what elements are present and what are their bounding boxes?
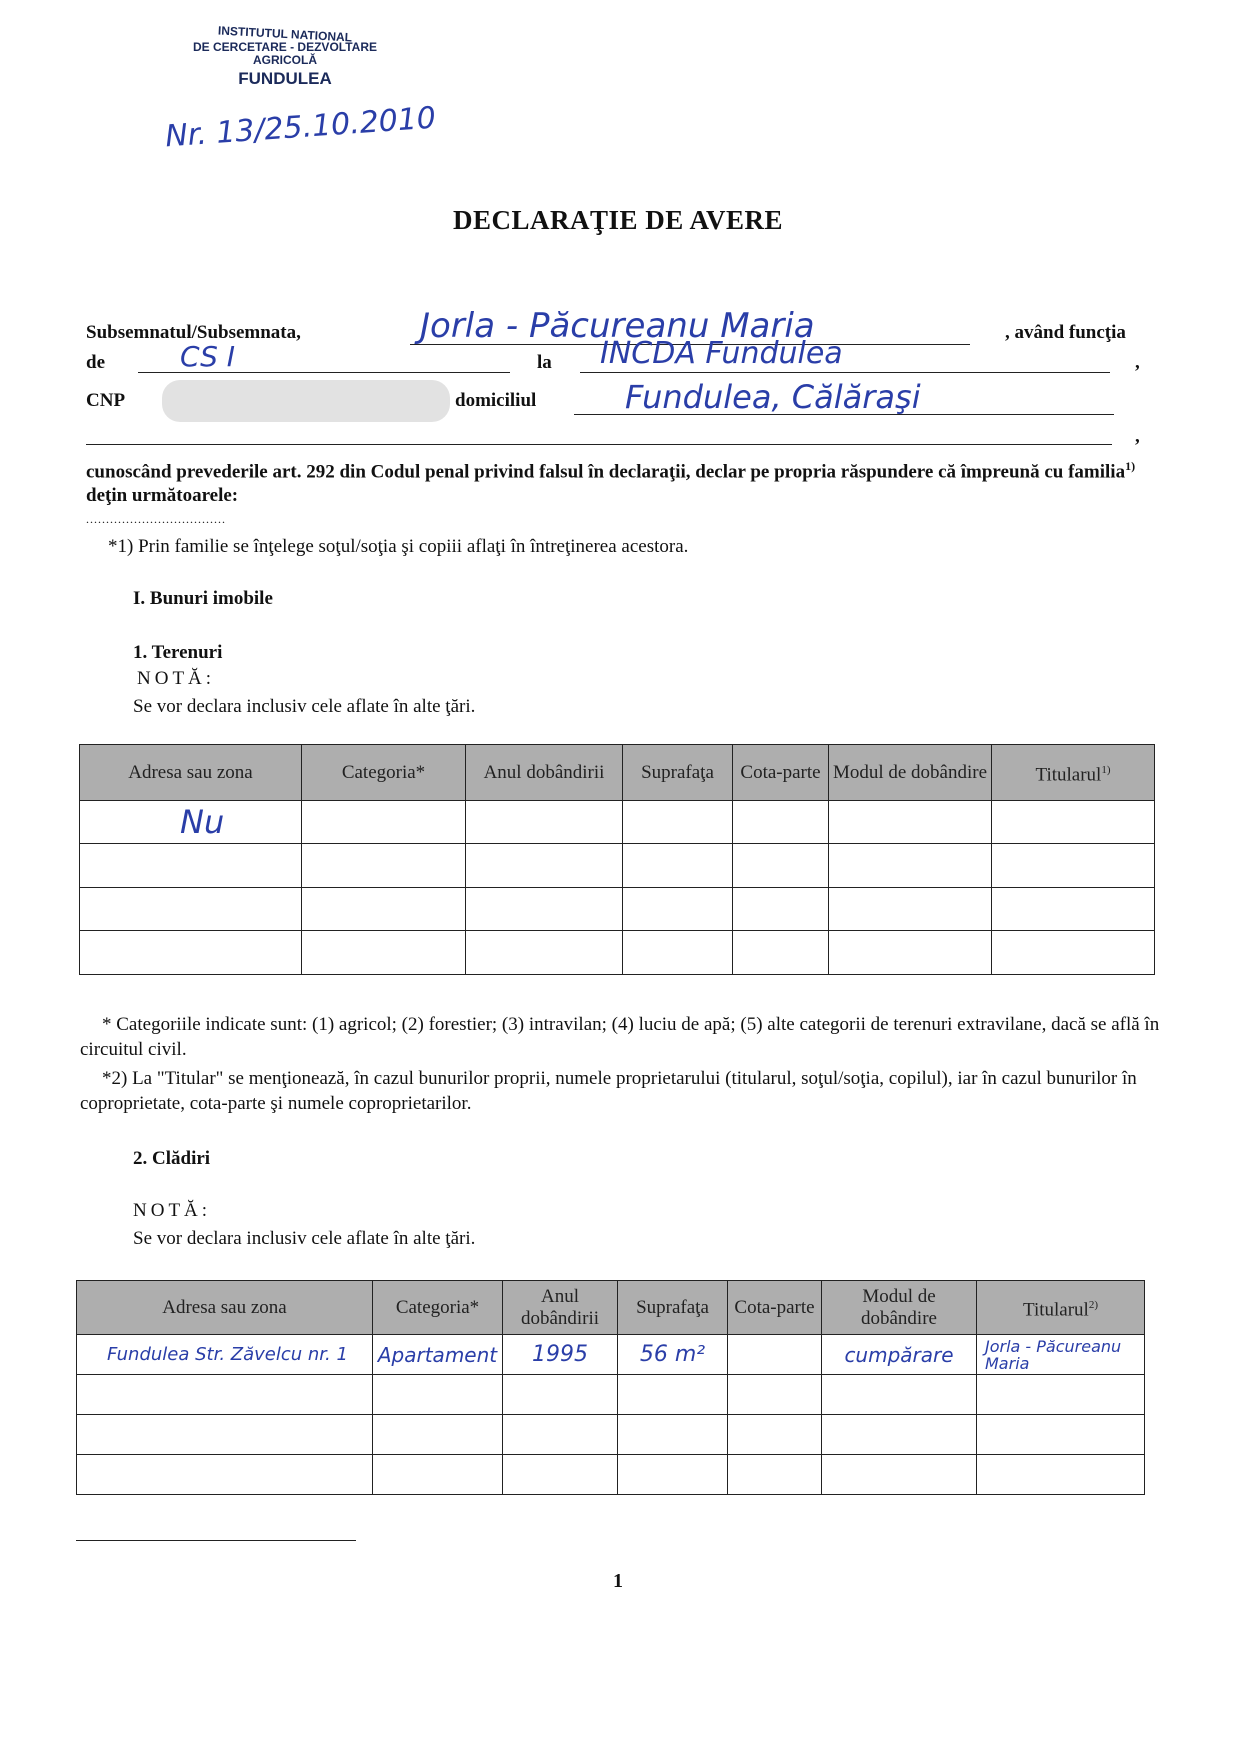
table-row <box>77 1335 1145 1375</box>
terenuri-table <box>79 744 1155 975</box>
intro-paragraph <box>86 454 1136 508</box>
page-title: DECLARAŢIE DE AVERE <box>452 205 784 235</box>
cell-suprafata: 56 m² <box>618 1335 728 1375</box>
titular-note: *2) La "Titular" se menţionează, în cazul bunurilor proprii, numele proprietarului (titularul, soţul/soţia, copilul), iar în cazul bunurilor în coproprietate, cota-parte şi numele coproprietarilor. <box>80 1068 1137 1114</box>
page-number: 1 <box>613 1570 623 1592</box>
de-label: de <box>86 352 105 373</box>
cell-adresa: Fundulea Str. Zăvelcu nr. 1 <box>77 1335 373 1375</box>
col-modul: Modul de dobândire <box>822 1281 977 1335</box>
col-titular-label: Titularul <box>1035 764 1102 786</box>
col-suprafata: Suprafaţa <box>623 745 733 801</box>
cell-titular: Jorla - Păcureanu Maria <box>977 1335 1145 1375</box>
section-bunuri-imobile: I. Bunuri imobile <box>133 588 273 609</box>
stamp-line-2: DE CERCETARE - DEZVOLTARE <box>192 40 377 54</box>
domiciliul-label: domiciliul <box>455 390 537 411</box>
col-titular <box>992 745 1155 801</box>
address-continuation-line <box>86 444 1112 445</box>
stamp-line-1: INSTITUTUL NATIONAL <box>217 23 353 45</box>
cell-cota <box>728 1335 822 1375</box>
registration-number: Nr. 13/25.10.2010 <box>164 100 438 155</box>
col-categoria: Categoria* <box>373 1281 503 1335</box>
la-label: la <box>537 352 552 373</box>
footnote-rule <box>76 1540 356 1541</box>
table-row <box>77 1415 1145 1455</box>
cladiri-table <box>76 1280 1145 1495</box>
col-titular-sup: 1) <box>1101 763 1111 776</box>
col-cota: Cota-parte <box>733 745 829 801</box>
table-row <box>80 888 1155 931</box>
comma-1: , <box>1135 352 1140 373</box>
col-modul: Modul de dobândire <box>829 745 992 801</box>
domiciliul-value: Fundulea, Călăraşi <box>625 378 921 416</box>
cell-anul: 1995 <box>503 1335 618 1375</box>
col-titular-sup: 2) <box>1088 1298 1098 1311</box>
cladiri-header-row <box>77 1281 1145 1335</box>
col-adresa: Adresa sau zona <box>77 1281 373 1335</box>
footnote-family: *1) Prin familie se înţelege soţul/soţia şi copiii aflaţi în întreţinerea acestora. <box>108 536 689 557</box>
nota-label-2: NOTĂ: <box>133 1200 212 1221</box>
cell-modul: cumpărare <box>822 1335 977 1375</box>
col-titular <box>977 1281 1145 1335</box>
avand-functia-label: , având funcţia <box>1005 322 1126 343</box>
name-value: Jorla - Păcureanu Maria <box>420 306 815 346</box>
table-row <box>80 844 1155 888</box>
subsection-cladiri: 2. Clădiri <box>133 1148 211 1169</box>
table-row <box>77 1375 1145 1415</box>
stamp-line-3: AGRICOLĂ <box>253 53 317 67</box>
institutie-underline <box>580 372 1110 373</box>
footnote-separator: ................................... <box>86 512 226 526</box>
col-suprafata: Suprafaţa <box>618 1281 728 1335</box>
col-anul: Anul dobândirii <box>466 745 623 801</box>
categorii-note: * Categoriile indicate sunt: (1) agricol; (2) forestier; (3) intravilan; (4) luciu de apă; (5) alte categorii de terenuri extravilane, dacă se află în circuitul civil. <box>80 1014 1160 1060</box>
subsection-terenuri: 1. Terenuri <box>133 642 223 663</box>
table-row <box>77 1455 1145 1495</box>
cell-categoria: Apartament <box>373 1335 503 1375</box>
institution-stamp <box>170 23 400 89</box>
table-row <box>80 801 1155 844</box>
institutie-value: INCDA Fundulea <box>600 336 843 371</box>
col-adresa: Adresa sau zona <box>80 745 302 801</box>
intro-end: deţin următoarele: <box>86 485 239 507</box>
col-cota: Cota-parte <box>728 1281 822 1335</box>
col-titular-label: Titularul <box>1023 1299 1089 1321</box>
table-row <box>80 931 1155 975</box>
col-anul: Anul dobândirii <box>503 1281 618 1335</box>
col-categoria: Categoria* <box>302 745 466 801</box>
cnp-label: CNP <box>86 390 126 411</box>
nota-text-1: Se vor declara inclusiv cele aflate în alte ţări. <box>133 696 476 717</box>
terenuri-first-cell: Nu <box>80 801 302 844</box>
subsemnatul-label: Subsemnatul/Subsemnata, <box>86 322 301 343</box>
terenuri-header-row <box>80 745 1155 801</box>
cnp-redacted-field <box>162 380 450 422</box>
intro-superscript: 1) <box>1125 459 1136 473</box>
nota-text-2: Se vor declara inclusiv cele aflate în alte ţări. <box>133 1228 476 1249</box>
functia-value: CS I <box>180 340 236 373</box>
comma-2: , <box>1135 426 1140 447</box>
stamp-line-4: FUNDULEA <box>238 69 332 88</box>
nota-label-1: NOTĂ: <box>137 668 216 689</box>
intro-text: cunoscând prevederile art. 292 din Codul penal privind falsul în declaraţii, declar pe propria răspundere că împreună cu familia <box>86 461 1126 483</box>
